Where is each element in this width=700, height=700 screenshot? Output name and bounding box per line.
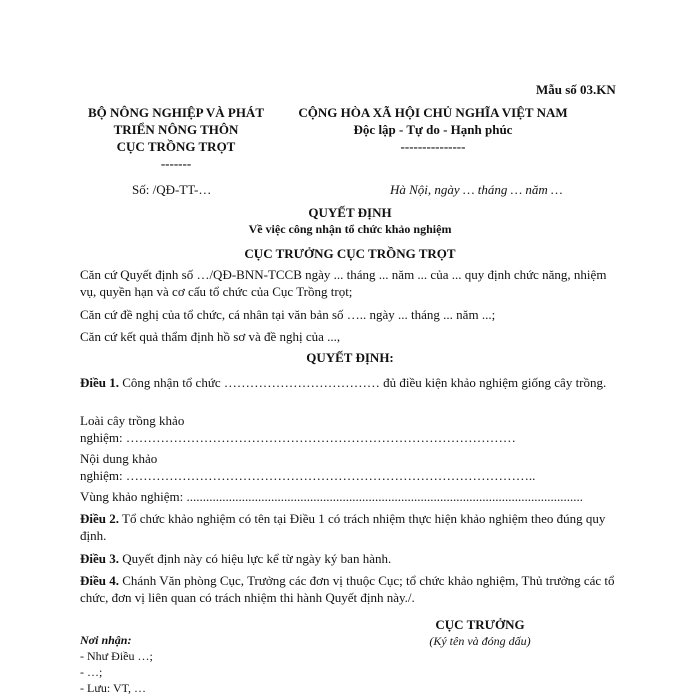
decision-title: QUYẾT ĐỊNH	[308, 205, 392, 220]
place-and-date: Hà Nội, ngày … tháng … năm …	[390, 182, 563, 197]
testing-content-label: Nội dung khảo	[80, 451, 158, 466]
recipient-item: - Lưu: VT, …	[80, 681, 147, 695]
recipients-title: Nơi nhận:	[80, 633, 132, 647]
article-1-text: Công nhận tổ chức ……………………………… đủ điều kiện khảo nghiệm giống cây trồng.	[122, 375, 607, 390]
article-2-text: Tổ chức khảo nghiệm có tên tại Điều 1 có trách nhiệm thực hiện khảo nghiệm theo đúng quy định.	[80, 511, 606, 543]
decision-subject: Về việc công nhận tổ chức khảo nghiệm	[248, 222, 452, 236]
signature-block	[380, 616, 580, 650]
decides-heading: QUYẾT ĐỊNH:	[306, 350, 394, 365]
form-number: Mẫu số 03.KN	[536, 82, 616, 97]
testing-content-field	[80, 450, 620, 484]
recipients-block	[80, 632, 153, 696]
national-header	[272, 104, 594, 155]
agency-line-3: CỤC TRỒNG TRỌT	[116, 139, 236, 154]
article-4-text: Chánh Văn phòng Cục, Trưởng các đơn vị thuộc Cục; tổ chức khảo nghiệm, Thủ trưởng các tổ chức, đơn vị liên quan có trách nhiệm thi hành Quyết định này./.	[80, 573, 615, 605]
testing-area-field: Vùng khảo nghiệm: ..........................................................................................................................	[80, 489, 584, 504]
nation-divider: ---------------	[400, 139, 466, 154]
signature-note: (Ký tên và đóng dấu)	[429, 634, 531, 648]
legal-basis-1: Căn cứ Quyết định số …/QĐ-BNN-TCCB ngày ... tháng ... năm ... của ... quy định chức năng, nhiệm vụ, quyền hạn và cơ cấu tổ chức của Cục Trồng trọt;	[80, 267, 607, 299]
crop-species-label: Loài cây trồng khảo	[80, 413, 185, 428]
article-2	[80, 510, 620, 544]
signature-title: CỤC TRƯỞNG	[435, 617, 525, 632]
nation-title: CỘNG HÒA XÃ HỘI CHỦ NGHĨA VIỆT NAM	[298, 105, 568, 120]
crop-species-field	[80, 412, 620, 446]
document-number: Số: /QĐ-TT-…	[132, 182, 212, 197]
article-3-label: Điều 3.	[80, 551, 119, 566]
agency-header	[78, 104, 274, 172]
article-4	[80, 572, 620, 606]
article-1-label: Điều 1.	[80, 375, 119, 390]
crop-species-value: nghiệm: ………………………………………………………………………………	[80, 430, 516, 445]
nation-motto: Độc lập - Tự do - Hạnh phúc	[353, 122, 513, 137]
agency-line-1: BỘ NÔNG NGHIỆP VÀ PHÁT	[87, 105, 264, 120]
legal-basis-2: Căn cứ đề nghị của tổ chức, cá nhân tại văn bản số ….. ngày ... tháng ... năm ...;	[80, 307, 496, 322]
agency-divider: -------	[160, 156, 192, 171]
testing-content-value: nghiệm: …………………………………………………………………………………..	[80, 468, 536, 483]
legal-basis-3: Căn cứ kết quả thẩm định hồ sơ và đề nghị của ...,	[80, 329, 341, 344]
article-3	[80, 550, 620, 567]
recipient-item: - Như Điều …;	[80, 649, 153, 663]
article-3-text: Quyết định này có hiệu lực kể từ ngày ký ban hành.	[122, 551, 392, 566]
decision-authority: CỤC TRƯỞNG CỤC TRỒNG TRỌT	[244, 246, 456, 261]
article-2-label: Điều 2.	[80, 511, 119, 526]
agency-line-2: TRIỂN NÔNG THÔN	[113, 122, 239, 137]
recipient-item: - …;	[80, 665, 103, 679]
article-1	[80, 374, 620, 391]
article-4-label: Điều 4.	[80, 573, 119, 588]
